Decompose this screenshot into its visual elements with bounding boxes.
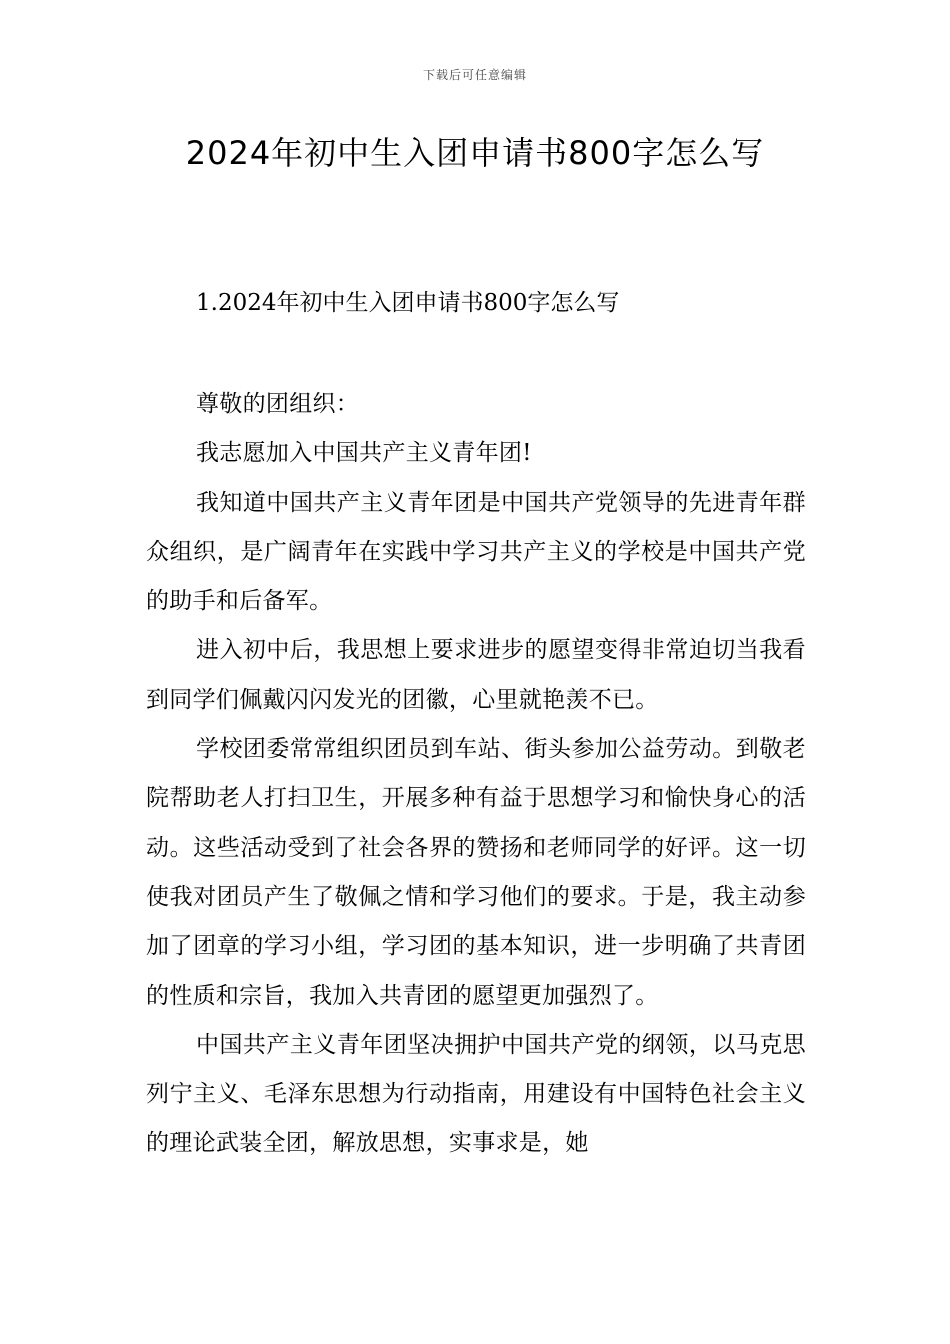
paragraph: 中国共产主义青年团坚决拥护中国共产党的纲领，以马克思列宁主义、毛泽东思想为行动指南，用建设有中国特色社会主义的理论武装全团，解放思想，实事求是，她 (146, 1031, 806, 1157)
salutation: 尊敬的团组织： (196, 391, 360, 417)
paragraph: 我知道中国共产主义青年团是中国共产党领导的先进青年群众组织，是广阔青年在实践中学习共产主义的学校是中国共产党的助手和后备军。 (146, 489, 806, 615)
header-note: 下载后可任意编辑 (422, 68, 527, 82)
paragraph: 进入初中后，我思想上要求进步的愿望变得非常迫切当我看到同学们佩戴闪闪发光的团徽，心里就艳羡不已。 (146, 637, 806, 713)
document-title: 2024年初中生入团申请书800字怎么写 (185, 134, 765, 172)
paragraph: 我志愿加入中国共产主义青年团! (196, 440, 532, 467)
section-heading: 1.2024年初中生入团申请书800字怎么写 (196, 290, 620, 316)
paragraph: 学校团委常常组织团员到车站、街头参加公益劳动。到敬老院帮助老人打扫卫生，开展多种有益于思想学习和愉快身心的活动。这些活动受到了社会各界的赞扬和老师同学的好评。这一切使我对团员产生了敬佩之情和学习他们的要求。于是，我主动参加了团章的学习小组，学习团的基本知识，进一步明确了共青团的性质和宗旨，我加入共青团的愿望更加强烈了。 (146, 736, 806, 1009)
document-body (146, 380, 806, 1169)
